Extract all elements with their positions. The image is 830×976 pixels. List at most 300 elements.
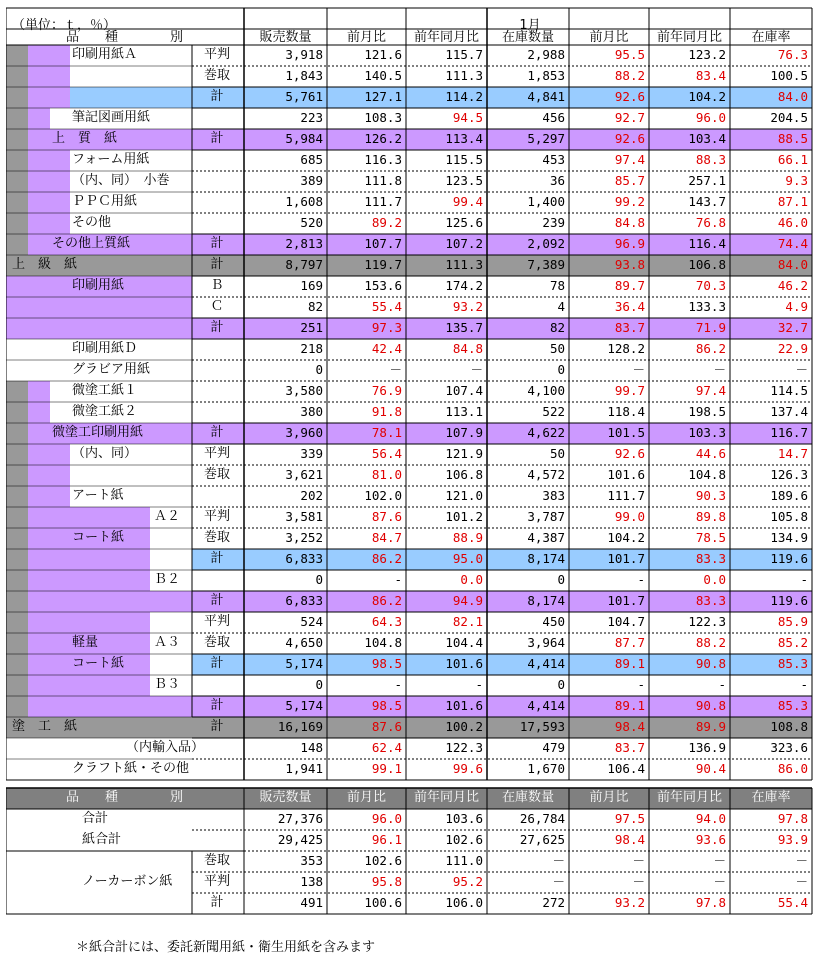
column-header: 前年同月比	[413, 30, 479, 45]
row-label: 計	[210, 131, 224, 146]
data-cell: 76.8	[695, 215, 726, 230]
data-cell: 104.2	[607, 530, 645, 545]
data-cell: 4	[557, 299, 565, 314]
data-cell: 113.4	[445, 131, 483, 146]
data-cell: 116.3	[364, 152, 402, 167]
row-label: Ｂ２	[154, 572, 181, 587]
data-cell: －	[552, 853, 565, 868]
column-header: 在庫数量	[501, 30, 554, 45]
data-cell: 89.9	[695, 719, 726, 734]
data-cell: 123.2	[688, 47, 726, 62]
data-cell: 198.5	[688, 404, 726, 419]
column-header: 在庫率	[751, 790, 791, 805]
data-cell: 1,608	[285, 194, 323, 209]
row-label: 巻取	[203, 853, 230, 868]
data-cell: 6,833	[285, 593, 323, 608]
data-cell: 97.5	[614, 811, 645, 826]
data-cell: 99.1	[371, 761, 402, 776]
data-cell: 84.0	[777, 89, 808, 104]
data-cell: 479	[542, 740, 565, 755]
data-cell: 36.4	[614, 299, 645, 314]
data-cell: 96.0	[371, 811, 402, 826]
data-cell: 96.1	[371, 832, 402, 847]
data-cell: 108.8	[770, 719, 808, 734]
data-cell: 99.0	[614, 509, 645, 524]
data-cell: 78	[549, 278, 565, 293]
data-cell: 104.2	[688, 89, 726, 104]
row-label: 計	[210, 593, 224, 608]
data-cell: 82	[307, 299, 323, 314]
row-label: 計	[210, 425, 224, 440]
data-cell: 1,670	[527, 761, 565, 776]
data-cell: －	[470, 362, 483, 377]
row-label: その他上質紙	[52, 236, 131, 251]
row-label: 上 質 紙	[52, 131, 118, 146]
data-cell: 85.3	[777, 698, 808, 713]
row-label: 計	[210, 320, 224, 335]
data-cell: 202	[300, 488, 323, 503]
row-label: 平判	[203, 874, 230, 889]
row-label: コート紙	[72, 530, 125, 545]
data-cell: 100.6	[364, 895, 402, 910]
data-cell: －	[632, 853, 645, 868]
data-cell: 101.7	[607, 551, 645, 566]
row-label: 平判	[203, 446, 230, 461]
data-cell: 102.6	[445, 832, 483, 847]
data-cell: 85.7	[614, 173, 645, 188]
row-label: グラビア用紙	[72, 362, 151, 377]
data-cell: 89.1	[614, 656, 645, 671]
data-cell: 16,169	[277, 719, 323, 734]
data-cell: 103.3	[688, 425, 726, 440]
row-label: Ｂ３	[154, 677, 181, 692]
data-cell: 102.6	[364, 853, 402, 868]
data-cell: 94.9	[452, 593, 483, 608]
data-cell: 106.0	[445, 895, 483, 910]
data-cell: 3,964	[527, 635, 565, 650]
data-cell: 119.6	[770, 551, 808, 566]
data-cell: 101.6	[445, 698, 483, 713]
data-cell: 70.3	[695, 278, 726, 293]
data-cell: 83.7	[614, 740, 645, 755]
row-label: その他	[72, 215, 112, 230]
data-cell: 97.3	[371, 320, 402, 335]
data-cell: 85.9	[777, 614, 808, 629]
data-cell: 5,174	[285, 656, 323, 671]
data-cell: 83.3	[695, 593, 726, 608]
row-label: 軽量	[72, 635, 99, 650]
subgroup-bar	[50, 486, 70, 507]
row-label: フォーム用紙	[72, 152, 150, 167]
data-cell: 102.0	[364, 488, 402, 503]
data-cell: 114.2	[445, 89, 483, 104]
data-cell: 55.4	[777, 895, 808, 910]
data-cell: 101.7	[607, 593, 645, 608]
data-cell: 524	[300, 614, 323, 629]
row-label: 印刷用紙	[72, 278, 125, 293]
data-cell: -	[800, 677, 808, 692]
row-label: Ｂ	[210, 278, 224, 293]
data-cell: 42.4	[371, 341, 402, 356]
row-label: 微塗工紙１	[72, 383, 138, 398]
row-label: 巻取	[203, 467, 230, 482]
data-cell: 99.2	[614, 194, 645, 209]
data-cell: 353	[300, 853, 323, 868]
column-header: 前月比	[346, 30, 386, 45]
data-cell: 89.2	[371, 215, 402, 230]
data-cell: 86.2	[695, 341, 726, 356]
data-cell: 71.9	[695, 320, 726, 335]
data-cell: 323.6	[770, 740, 808, 755]
data-cell: 78.1	[371, 425, 402, 440]
data-cell: -	[637, 572, 645, 587]
data-cell: 389	[300, 173, 323, 188]
data-cell: 3,580	[285, 383, 323, 398]
data-cell: 62.4	[371, 740, 402, 755]
data-cell: 106.4	[607, 761, 645, 776]
data-cell: 55.4	[371, 299, 402, 314]
row-label: 合計	[82, 811, 109, 826]
data-cell: 104.8	[364, 635, 402, 650]
data-cell: 91.8	[371, 404, 402, 419]
data-cell: 136.9	[688, 740, 726, 755]
data-cell: 83.4	[695, 68, 726, 83]
data-cell: 99.4	[452, 194, 483, 209]
data-cell: 87.1	[777, 194, 808, 209]
data-cell: 87.7	[614, 635, 645, 650]
data-cell: 88.9	[452, 530, 483, 545]
data-cell: 26,784	[519, 811, 565, 826]
data-cell: 86.2	[371, 551, 402, 566]
data-cell: 101.2	[445, 509, 483, 524]
data-cell: 126.3	[770, 467, 808, 482]
data-cell: -	[475, 677, 483, 692]
data-cell: 3,252	[285, 530, 323, 545]
data-cell: －	[795, 874, 808, 889]
row-label: 塗 工 紙	[12, 719, 78, 734]
data-cell: 4,622	[527, 425, 565, 440]
unit-label: （単位：ｔ，％）	[12, 18, 117, 33]
data-cell: 89.1	[614, 698, 645, 713]
row-label: 計	[210, 236, 224, 251]
data-cell: 1,843	[285, 68, 323, 83]
data-cell: 111.3	[445, 257, 483, 272]
data-cell: 113.1	[445, 404, 483, 419]
column-header: 販売数量	[259, 30, 312, 45]
row-label: 巻取	[203, 635, 230, 650]
column-header: 前月比	[589, 30, 629, 45]
data-cell: 50	[549, 341, 565, 356]
data-cell: 5,297	[527, 131, 565, 146]
data-cell: 85.2	[777, 635, 808, 650]
data-cell: 104.7	[607, 614, 645, 629]
data-cell: 29,425	[277, 832, 323, 847]
data-cell: 86.0	[777, 761, 808, 776]
data-cell: 456	[542, 110, 565, 125]
data-cell: 93.6	[695, 832, 726, 847]
data-cell: 0.0	[460, 572, 483, 587]
data-cell: 86.2	[371, 593, 402, 608]
data-cell: 92.7	[614, 110, 645, 125]
data-cell: 107.2	[445, 236, 483, 251]
data-cell: 97.4	[695, 383, 726, 398]
data-cell: 107.7	[364, 236, 402, 251]
data-cell: 118.4	[607, 404, 645, 419]
data-cell: 93.2	[614, 895, 645, 910]
data-cell: 105.8	[770, 509, 808, 524]
row-label: 印刷用紙Ａ	[72, 47, 138, 62]
data-cell: 169	[300, 278, 323, 293]
data-cell: 5,984	[285, 131, 323, 146]
data-cell: 107.9	[445, 425, 483, 440]
data-cell: -	[800, 572, 808, 587]
data-cell: 90.8	[695, 656, 726, 671]
row-label: 計	[210, 698, 224, 713]
group-bar-gray	[6, 45, 28, 276]
data-cell: 5,761	[285, 89, 323, 104]
data-cell: 84.7	[371, 530, 402, 545]
data-cell: 114.5	[770, 383, 808, 398]
data-cell: 107.4	[445, 383, 483, 398]
row-label: （内輸入品）	[126, 740, 205, 755]
data-cell: 99.7	[614, 383, 645, 398]
row-label: 計	[210, 719, 224, 734]
row-label: 筆記図画用紙	[72, 110, 151, 125]
data-cell: 111.8	[364, 173, 402, 188]
data-cell: 122.3	[688, 614, 726, 629]
data-cell: 98.4	[614, 832, 645, 847]
data-cell: 339	[300, 446, 323, 461]
data-cell: 204.5	[770, 110, 808, 125]
data-cell: 125.6	[445, 215, 483, 230]
data-cell: 2,988	[527, 47, 565, 62]
data-cell: 0	[315, 362, 323, 377]
column-header: 前年同月比	[656, 790, 722, 805]
data-cell: －	[632, 874, 645, 889]
data-cell: 100.2	[445, 719, 483, 734]
row-label: 微塗工印刷用紙	[52, 425, 144, 440]
data-cell: 111.7	[364, 194, 402, 209]
data-cell: 1,941	[285, 761, 323, 776]
data-cell: －	[713, 874, 726, 889]
data-cell: 1,400	[527, 194, 565, 209]
data-cell: 64.3	[371, 614, 402, 629]
data-cell: 81.0	[371, 467, 402, 482]
data-cell: 88.2	[695, 635, 726, 650]
data-cell: 143.7	[688, 194, 726, 209]
data-cell: 138	[300, 874, 323, 889]
data-cell: 223	[300, 110, 323, 125]
data-cell: 95.8	[371, 874, 402, 889]
data-cell: 121.9	[445, 446, 483, 461]
row-label: 計	[210, 551, 224, 566]
data-cell: 135.7	[445, 320, 483, 335]
data-cell: 8,174	[527, 593, 565, 608]
data-cell: 88.5	[777, 131, 808, 146]
data-cell: 522	[542, 404, 565, 419]
data-cell: 90.8	[695, 698, 726, 713]
row-label: 上 級 紙	[12, 257, 78, 272]
data-cell: -	[394, 677, 402, 692]
data-cell: 46.0	[777, 215, 808, 230]
data-cell: 0	[557, 572, 565, 587]
row-label: ＰＰＣ用紙	[72, 194, 138, 209]
data-cell: 383	[542, 488, 565, 503]
data-cell: 257.1	[688, 173, 726, 188]
data-cell: 96.0	[695, 110, 726, 125]
data-cell: 127.1	[364, 89, 402, 104]
data-cell: 90.4	[695, 761, 726, 776]
data-cell: 97.8	[777, 811, 808, 826]
data-cell: 0	[557, 362, 565, 377]
data-cell: 111.3	[445, 68, 483, 83]
group-bar-gray	[6, 381, 28, 738]
data-cell: －	[795, 853, 808, 868]
data-cell: 27,376	[277, 811, 323, 826]
data-cell: 14.7	[777, 446, 808, 461]
data-cell: 46.2	[777, 278, 808, 293]
row-label: 平判	[203, 509, 230, 524]
data-cell: 8,797	[285, 257, 323, 272]
data-cell: －	[389, 362, 402, 377]
data-cell: 2,092	[527, 236, 565, 251]
data-cell: 76.3	[777, 47, 808, 62]
data-cell: 98.5	[371, 656, 402, 671]
data-cell: 36	[549, 173, 565, 188]
data-cell: 3,581	[285, 509, 323, 524]
data-cell: 115.5	[445, 152, 483, 167]
data-cell: 189.6	[770, 488, 808, 503]
data-cell: 6,833	[285, 551, 323, 566]
data-cell: 3,787	[527, 509, 565, 524]
data-cell: 148	[300, 740, 323, 755]
data-cell: 88.3	[695, 152, 726, 167]
data-cell: 44.6	[695, 446, 726, 461]
column-header: 在庫率	[751, 30, 791, 45]
data-cell: 87.6	[371, 719, 402, 734]
data-cell: 121.0	[445, 488, 483, 503]
row-label: 平判	[203, 47, 230, 62]
data-cell: 17,593	[519, 719, 565, 734]
data-cell: 7,389	[527, 257, 565, 272]
data-cell: 9.3	[785, 173, 808, 188]
data-cell: 89.8	[695, 509, 726, 524]
row-label: 印刷用紙Ｄ	[72, 341, 138, 356]
data-cell: 96.9	[614, 236, 645, 251]
data-cell: 92.6	[614, 131, 645, 146]
data-cell: 153.6	[364, 278, 402, 293]
data-cell: 74.4	[777, 236, 808, 251]
data-cell: 95.2	[452, 874, 483, 889]
data-cell: 82	[549, 320, 565, 335]
data-cell: 2,813	[285, 236, 323, 251]
data-cell: －	[713, 853, 726, 868]
row-label: アート紙	[72, 488, 124, 503]
data-cell: 491	[300, 895, 323, 910]
row-label: Ｃ	[210, 299, 224, 314]
data-cell: 3,918	[285, 47, 323, 62]
row-label: 巻取	[203, 68, 230, 83]
data-cell: -	[637, 677, 645, 692]
data-cell: 92.6	[614, 446, 645, 461]
data-cell: 83.7	[614, 320, 645, 335]
data-cell: 104.4	[445, 635, 483, 650]
data-cell: 106.8	[445, 467, 483, 482]
data-cell: 95.5	[614, 47, 645, 62]
data-cell: －	[795, 362, 808, 377]
data-cell: 128.2	[607, 341, 645, 356]
data-cell: 66.1	[777, 152, 808, 167]
row-label: ノーカーボン紙	[82, 874, 173, 889]
category-header: 品 種 別	[66, 30, 184, 45]
data-cell: 4,650	[285, 635, 323, 650]
data-cell: 520	[300, 215, 323, 230]
column-header: 前月比	[589, 790, 629, 805]
data-cell: 84.8	[614, 215, 645, 230]
data-cell: 88.2	[614, 68, 645, 83]
data-cell: 4,100	[527, 383, 565, 398]
data-cell: －	[632, 362, 645, 377]
data-cell: 99.6	[452, 761, 483, 776]
data-cell: 174.2	[445, 278, 483, 293]
category-header: 品 種 別	[66, 790, 184, 805]
data-cell: 106.8	[688, 257, 726, 272]
data-cell: 100.5	[770, 68, 808, 83]
column-header: 前月比	[346, 790, 386, 805]
data-cell: 93.2	[452, 299, 483, 314]
data-cell: 94.0	[695, 811, 726, 826]
row-label: 平判	[203, 614, 230, 629]
column-header: 販売数量	[259, 790, 312, 805]
data-cell: 218	[300, 341, 323, 356]
data-cell: 108.3	[364, 110, 402, 125]
data-cell: 98.4	[614, 719, 645, 734]
column-header: 在庫数量	[501, 790, 554, 805]
data-cell: 111.0	[445, 853, 483, 868]
column-header: 前年同月比	[413, 790, 479, 805]
data-cell: 93.8	[614, 257, 645, 272]
data-cell: 1,853	[527, 68, 565, 83]
row-label: （内、同）	[72, 446, 138, 461]
data-cell: 104.8	[688, 467, 726, 482]
data-cell: 97.8	[695, 895, 726, 910]
data-cell: 111.7	[607, 488, 645, 503]
data-cell: 134.9	[770, 530, 808, 545]
data-cell: 0	[557, 677, 565, 692]
data-cell: 5,174	[285, 698, 323, 713]
row-label: 計	[210, 656, 224, 671]
data-cell: 239	[542, 215, 565, 230]
data-cell: 83.3	[695, 551, 726, 566]
data-cell: 85.3	[777, 656, 808, 671]
row-label: 巻取	[203, 530, 230, 545]
data-cell: 4.9	[785, 299, 808, 314]
data-cell: 50	[549, 446, 565, 461]
data-cell: 119.7	[364, 257, 402, 272]
data-cell: 4,572	[527, 467, 565, 482]
data-cell: 101.5	[607, 425, 645, 440]
data-cell: 685	[300, 152, 323, 167]
data-cell: －	[552, 874, 565, 889]
data-cell: －	[713, 362, 726, 377]
data-cell: 450	[542, 614, 565, 629]
row-label: 計	[210, 895, 224, 910]
data-cell: 76.9	[371, 383, 402, 398]
row-label: （内、同） 小巻	[72, 173, 170, 188]
data-cell: 84.0	[777, 257, 808, 272]
data-cell: 4,387	[527, 530, 565, 545]
data-cell: 133.3	[688, 299, 726, 314]
